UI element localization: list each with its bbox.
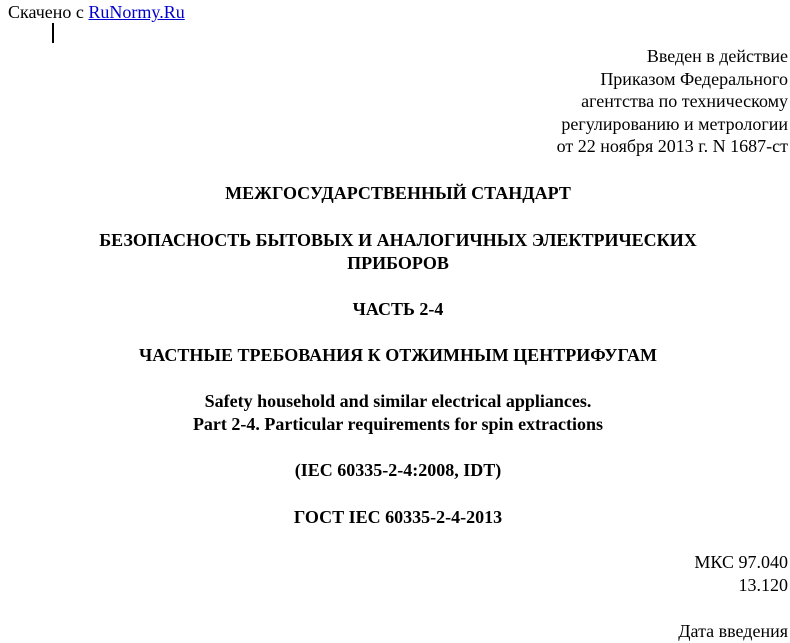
intro-date-block <box>678 620 788 643</box>
mks-block <box>694 551 788 597</box>
enactment-line: регулированию и метрологии <box>561 113 788 134</box>
gost-code <box>0 506 790 529</box>
russian-title-line-2: ПРИБОРОВ <box>347 253 449 273</box>
english-title <box>0 390 790 436</box>
standard-type-heading <box>0 182 790 205</box>
part-text: ЧАСТЬ 2-4 <box>352 299 444 319</box>
standard-type-text: МЕЖГОСУДАРСТВЕННЫЙ СТАНДАРТ <box>225 183 571 203</box>
runormy-link[interactable]: RuNormy.Ru <box>88 2 185 22</box>
russian-title <box>0 229 790 275</box>
enactment-line: от 22 ноября 2013 г. N 1687-ст <box>556 136 788 156</box>
english-title-line-1: Safety household and similar electrical appliances. <box>204 391 592 411</box>
iec-reference <box>0 459 790 482</box>
enactment-line: Введен в действие <box>646 46 788 66</box>
intro-date-label: Дата введения <box>678 621 788 641</box>
gost-code-text: ГОСТ IEC 60335-2-4-2013 <box>293 507 503 527</box>
enactment-block <box>388 45 788 158</box>
russian-subtitle <box>0 344 790 367</box>
source-prefix: Скачено с <box>8 2 89 22</box>
russian-subtitle-text: ЧАСТНЫЕ ТРЕБОВАНИЯ К ОТЖИМНЫМ ЦЕНТРИФУГАМ <box>139 345 657 365</box>
mks-line-1: МКС 97.040 <box>694 552 788 572</box>
source-line <box>8 1 185 23</box>
english-title-line-2: Part 2-4. Particular requirements for spin extractions <box>192 414 604 434</box>
mks-line-2: 13.120 <box>738 575 788 595</box>
text-cursor <box>52 23 54 43</box>
iec-reference-text: (IEC 60335-2-4:2008, IDT) <box>294 460 502 480</box>
russian-title-line-1: БЕЗОПАСНОСТЬ БЫТОВЫХ И АНАЛОГИЧНЫХ ЭЛЕКТРИЧЕСКИХ <box>99 230 697 250</box>
enactment-line: агентства по техническому <box>581 91 788 111</box>
part-heading <box>0 298 790 321</box>
enactment-line: Приказом Федерального <box>600 68 788 89</box>
